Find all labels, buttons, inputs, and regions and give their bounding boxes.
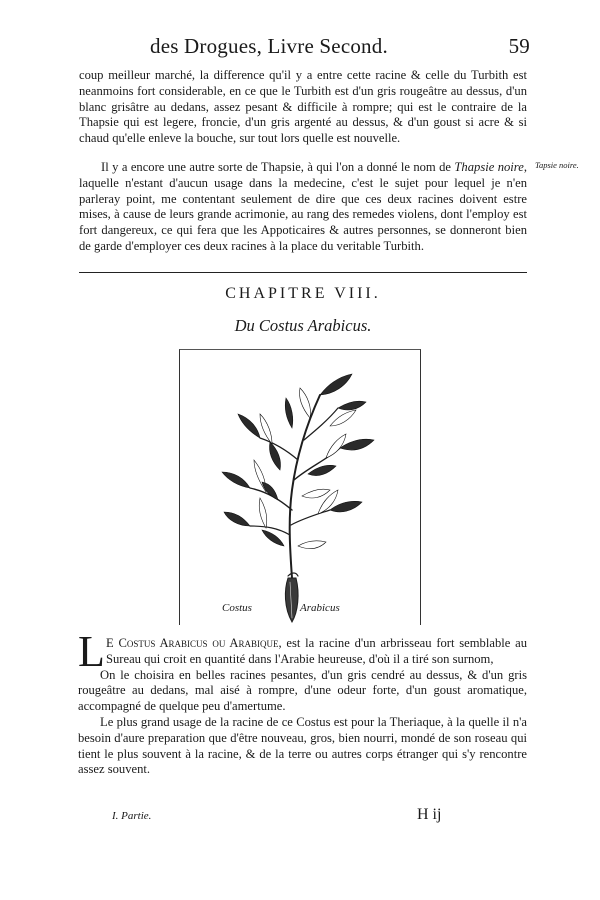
- margin-note: Tapsie noire.: [535, 160, 579, 170]
- plate-caption-left: Costus: [222, 602, 252, 614]
- costus-plant-engraving: [180, 350, 420, 625]
- footer-signature: H ij: [417, 806, 442, 823]
- running-title: des Drogues, Livre Second.: [150, 34, 388, 58]
- thapsie-noire-term: Thapsie noire: [454, 160, 524, 174]
- paragraph-costus-choice: On le choisira en belles racines pesantes, d'un gris cendré au dessus, & d'un gris rougeâtre au dedans, mal aisé à rompre, d'une odeur forte, d'un goust aromatique, accompagné de quelque peu d'amertume.: [78, 667, 527, 714]
- chapter-heading: CHAPITRE VIII.: [225, 285, 381, 302]
- drop-capital: L: [78, 627, 105, 676]
- engraving-plate: [179, 349, 421, 625]
- footer-part: I. Partie.: [112, 810, 152, 822]
- costus-name-smallcaps: E Costus Arabicus ou Arabique: [106, 636, 279, 650]
- plate-caption-right: Arabicus: [300, 602, 340, 614]
- paragraph-thapsie-noire: [79, 160, 527, 255]
- paragraph-costus-usage: Le plus grand usage de la racine de ce Costus est pour la Theriaque, à la quelle il n'a besoin d'aure preparation que d'être nouveau, gros, bien nourri, mondé de son roseau qui tient le plus souvent à la racine, & de la terre ou autres corps étranger qui s'y rencontre assez souvent.: [78, 714, 527, 777]
- costus-description-block: [78, 636, 527, 778]
- paragraph-thapsie-start: Il y a encore une autre sorte de Thapsie, à qui l'on a donné le nom de: [101, 160, 455, 174]
- paragraph-turbith: coup meilleur marché, la difference qu'il y a entre cette racine & celle du Turbith est neanmoins fort considerable, en ce que le Turbith est d'un gris rougeâtre au dessus, d'un blanc grisâtre au dedans, assez pesant & difficile à rompre; qui est le contraire de la Thapsie qui est legere, froncie, d'un gris argenté au dessus, & d'un goust si acre & si chaud qu'elle enleve la bouche, sur tout lors quelle est nouvelle.: [79, 68, 527, 146]
- page-number: 59: [508, 34, 530, 58]
- running-header: [150, 34, 530, 59]
- paragraph-thapsie-end: , laquelle n'estant d'aucun usage dans la medecine, c'est le sujet pour lequel je n'en parleray point, me contentant seulement de dire que ces deux racines doivent estre mises, à cause de leurs grande acrimonie, au rang des remedes violens, dont l'employ est fort dangereux, ce qui fera que les Appoticaires & autres personnes, se donneront bien de garde d'employer ces deux racines à la place du veritable Turbith.: [79, 160, 527, 253]
- chapter-subtitle: Du Costus Arabicus.: [234, 316, 372, 335]
- paragraph-costus-intro-rest: , est la racine d'un arbrisseau fort semblable au Sureau qui croit en quantité dans l'Arabie heureuse, d'où il a tiré son surnom,: [106, 636, 527, 666]
- paragraph-costus-intro: [78, 636, 527, 668]
- section-divider: [79, 272, 527, 273]
